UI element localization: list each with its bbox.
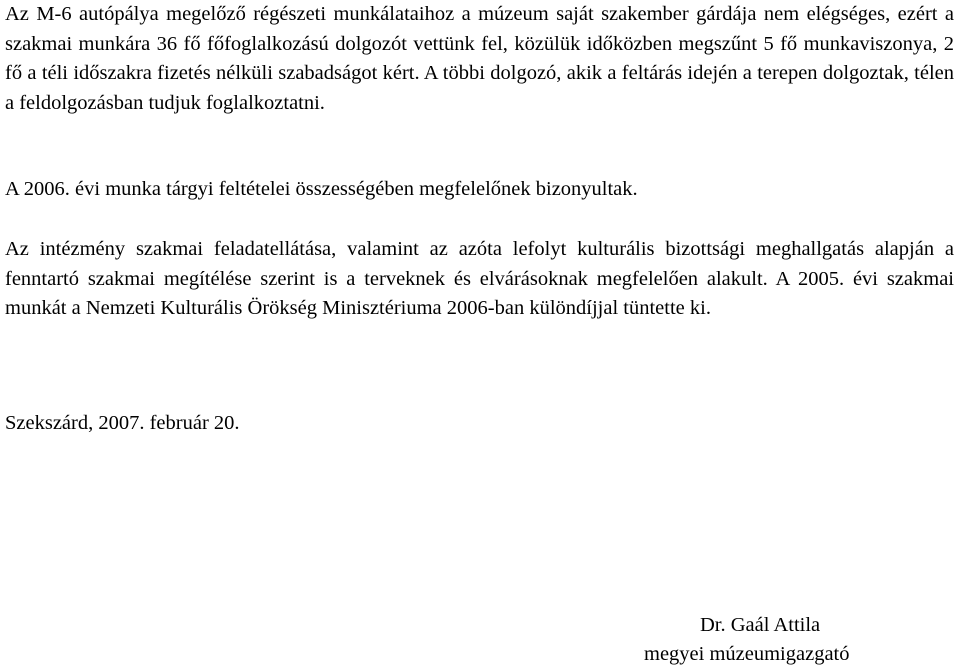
paragraph-staffing: Az M-6 autópálya megelőző régészeti munkálataihoz a múzeum saját szakember gárdája nem elégséges, ezért a szakmai munkára 36 fő főfoglalkozású dolgozót vettünk fel, közülük időközben megszűnt 5 fő munkaviszonya, 2 fő a téli időszakra fizetés nélküli szabadságot kért. A többi dolgozó, akik a feltárás idején a terepen dolgoztak, télen a feldolgozásban tudjuk foglalkoztatni.: [5, 3, 954, 114]
place-and-date: Szekszárd, 2007. február 20.: [5, 412, 240, 434]
paragraph-professional-work: Az intézmény szakmai feladatellátása, valamint az azóta lefolyt kulturális bizottsági meghallgatás alapján a fenntartó szakmai megítélése szerint is a terveknek és elvárásoknak megfelelően alakult. A 2005. évi szakmai munkát a Nemzeti Kulturális Örökség Minisztériuma 2006-ban különdíjjal tüntette ki.: [5, 238, 954, 319]
signature-title: megyei múzeumigazgató: [644, 643, 850, 665]
signature-name: Dr. Gaál Attila: [700, 614, 821, 636]
paragraph-conditions: A 2006. évi munka tárgyi feltételei összességében megfelelőnek bizonyultak.: [5, 178, 638, 200]
